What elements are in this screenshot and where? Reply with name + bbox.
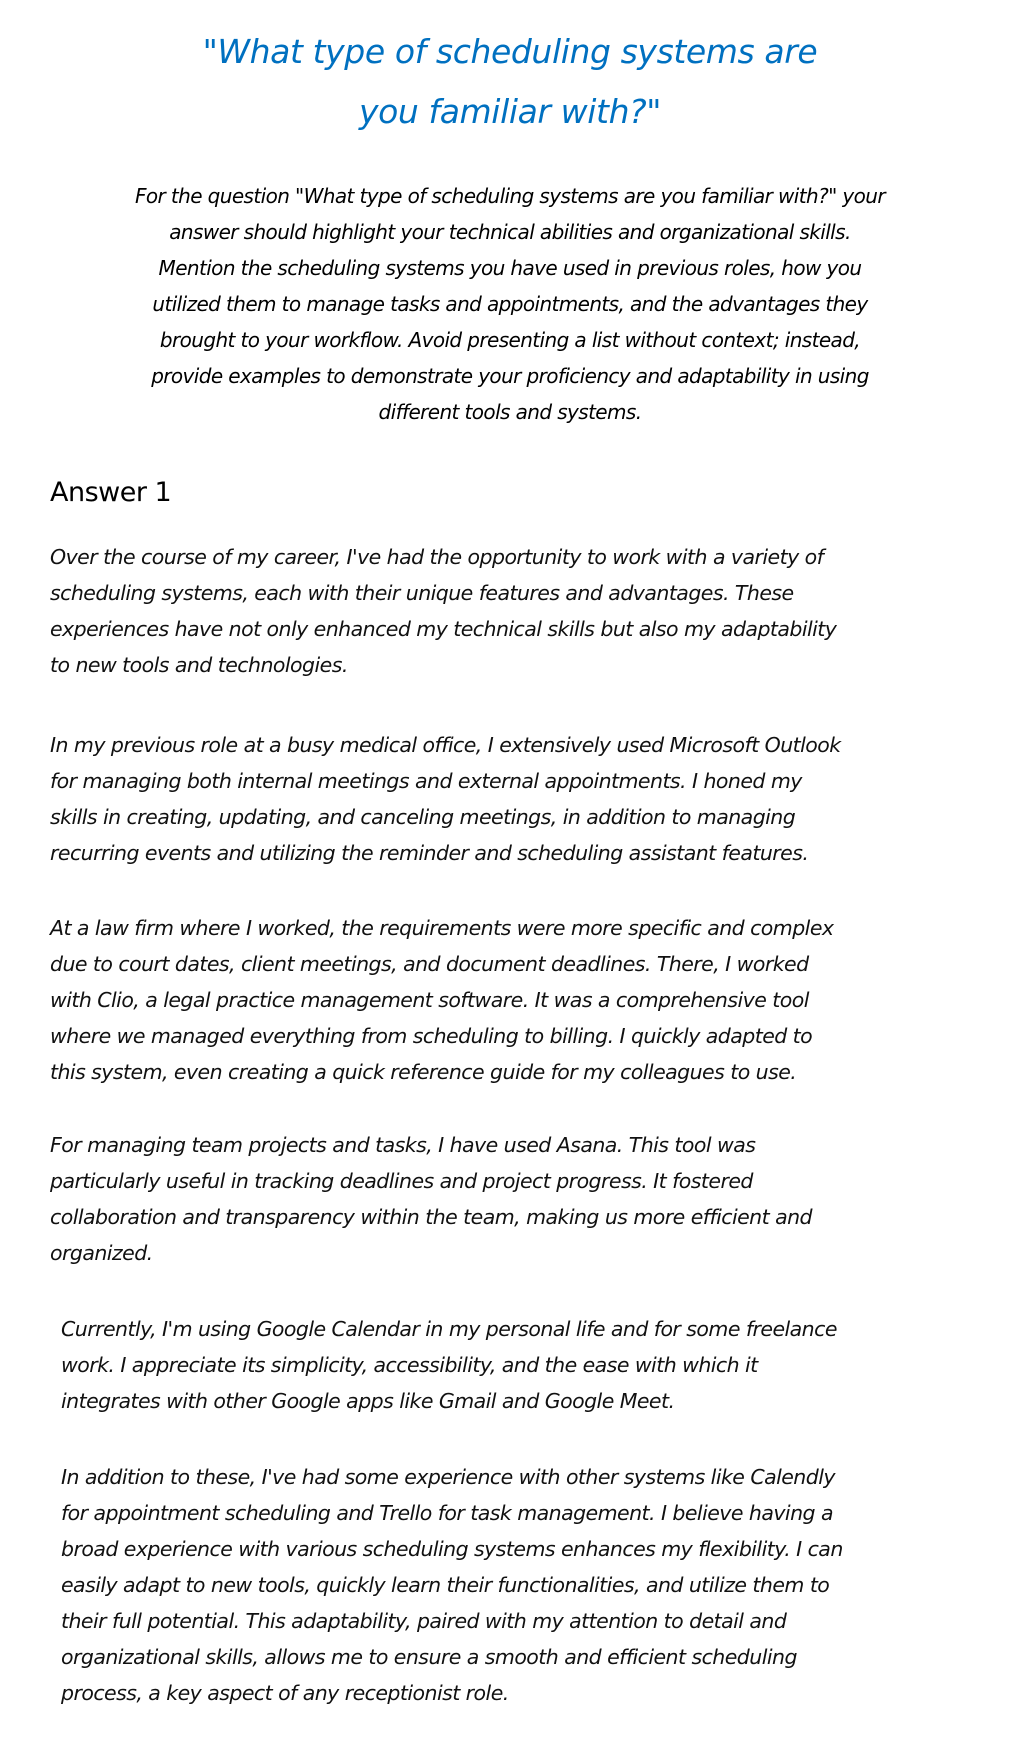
answer-paragraph-intro	[50, 539, 990, 683]
paragraph-line: with Clio, a legal practice management software. It was a comprehensive tool	[50, 988, 809, 1012]
paragraph-line: easily adapt to new tools, quickly learn their functionalities, and utilize them to	[61, 1573, 830, 1597]
paragraph-line: process, a key aspect of any receptionist role.	[61, 1681, 509, 1705]
answer-paragraph-outlook	[50, 727, 990, 871]
answer-heading: Answer 1	[50, 477, 172, 508]
paragraph-line: Over the course of my career, I've had the opportunity to work with a variety of	[50, 545, 824, 569]
paragraph-line: collaboration and transparency within the team, making us more efficient and	[50, 1205, 812, 1229]
paragraph-line: due to court dates, client meetings, and document deadlines. There, I worked	[50, 952, 809, 976]
paragraph-line: experiences have not only enhanced my technical skills but also my adaptability	[50, 617, 837, 641]
paragraph-line: particularly useful in tracking deadlines and project progress. It fostered	[50, 1169, 753, 1193]
paragraph-line: recurring events and utilizing the reminder and scheduling assistant features.	[50, 841, 809, 865]
intro-line: answer should highlight your technical abilities and organizational skills.	[169, 220, 851, 244]
paragraph-line: their full potential. This adaptability, paired with my attention to detail and	[61, 1609, 787, 1633]
paragraph-line: for appointment scheduling and Trello for task management. I believe having a	[61, 1501, 833, 1525]
intro-guidance	[40, 178, 980, 430]
paragraph-line: for managing both internal meetings and external appointments. I honed my	[50, 769, 802, 793]
intro-line: utilized them to manage tasks and appointments, and the advantages they	[152, 292, 868, 316]
paragraph-line: integrates with other Google apps like Gmail and Google Meet.	[61, 1389, 675, 1413]
intro-line: For the question "What type of scheduling systems are you familiar with?" your	[134, 184, 886, 208]
answer-paragraph-google-calendar	[61, 1311, 1001, 1419]
paragraph-line: skills in creating, updating, and canceling meetings, in addition to managing	[50, 805, 796, 829]
title-line: "What type of scheduling systems are	[202, 32, 818, 71]
paragraph-line: In addition to these, I've had some experience with other systems like Calendly	[61, 1465, 835, 1489]
intro-line: Mention the scheduling systems you have used in previous roles, how you	[158, 256, 862, 280]
answer-paragraph-conclusion	[61, 1459, 1001, 1711]
intro-line: different tools and systems.	[378, 400, 642, 424]
paragraph-line: organizational skills, allows me to ensure a smooth and efficient scheduling	[61, 1645, 797, 1669]
paragraph-line: For managing team projects and tasks, I have used Asana. This tool was	[50, 1133, 756, 1157]
paragraph-line: broad experience with various scheduling systems enhances my flexibility. I can	[61, 1537, 843, 1561]
answer-paragraph-asana	[50, 1127, 990, 1271]
paragraph-line: this system, even creating a quick reference guide for my colleagues to use.	[50, 1060, 797, 1084]
paragraph-line: At a law firm where I worked, the requirements were more specific and complex	[50, 916, 834, 940]
intro-line: provide examples to demonstrate your proficiency and adaptability in using	[151, 364, 869, 388]
paragraph-line: to new tools and technologies.	[50, 653, 348, 677]
paragraph-line: Currently, I'm using Google Calendar in my personal life and for some freelance	[61, 1317, 837, 1341]
paragraph-line: organized.	[50, 1241, 153, 1265]
answer-paragraph-clio	[50, 910, 990, 1090]
title-line: you familiar with?"	[358, 92, 661, 131]
intro-line: brought to your workflow. Avoid presenting a list without context; instead,	[159, 328, 861, 352]
paragraph-line: In my previous role at a busy medical office, I extensively used Microsoft Outlook	[50, 733, 841, 757]
paragraph-line: work. I appreciate its simplicity, accessibility, and the ease with which it	[61, 1353, 758, 1377]
paragraph-line: where we managed everything from scheduling to billing. I quickly adapted to	[50, 1024, 813, 1048]
page-title	[0, 22, 1020, 142]
paragraph-line: scheduling systems, each with their unique features and advantages. These	[50, 581, 794, 605]
